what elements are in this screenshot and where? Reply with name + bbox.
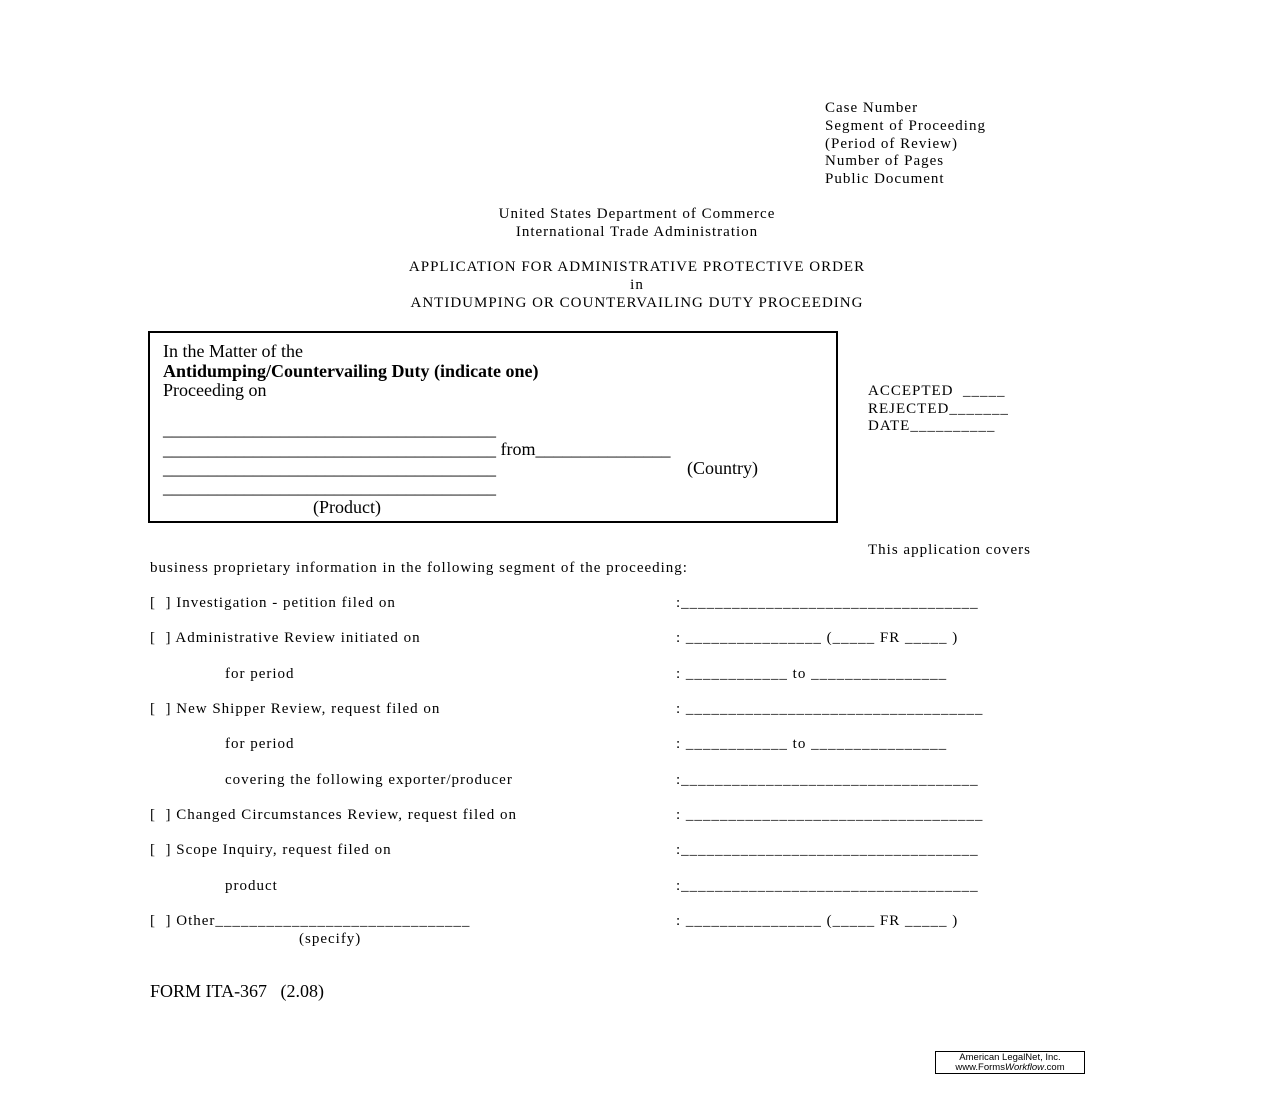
exporter-producer-label: covering the following exporter/producer [225,772,513,788]
logo-line-1: American LegalNet, Inc. [959,1052,1061,1063]
specify-label: (specify) [299,931,362,947]
new-shipper-date-field[interactable]: : ___________________________________ [676,701,984,717]
new-shipper-period-field[interactable]: : ____________ to ________________ [676,736,948,752]
agency-line-2: International Trade Administration [515,224,759,240]
product-blank-1[interactable]: _____________________________________ [163,419,496,439]
form-title-line-2: in [630,277,644,293]
admin-review-date-field[interactable]: : ________________ (_____ FR _____ ) [676,630,959,646]
coverage-line-1: This application covers [868,542,1031,558]
date-field[interactable]: DATE__________ [868,418,996,434]
segment-label: Segment of Proceeding [825,118,986,134]
logo-line-2: www.FormsWorkflow.com [955,1062,1065,1073]
option-changed-circumstances[interactable]: [ ] Changed Circumstances Review, request filed on [150,807,518,823]
country-label: (Country) [687,458,758,478]
changed-circumstances-date-field[interactable]: : ___________________________________ [676,807,984,823]
pages-label: Number of Pages [825,153,945,169]
form-id: FORM ITA-367 (2.08) [150,981,325,1001]
option-new-shipper-review[interactable]: [ ] New Shipper Review, request filed on [150,701,441,717]
period-label: (Period of Review) [825,136,958,152]
accepted-field[interactable]: ACCEPTED _____ [868,383,1006,399]
form-title-line-3: ANTIDUMPING OR COUNTERVAILING DUTY PROCEEDING [410,295,864,311]
matter-line-1: In the Matter of the [163,341,303,361]
matter-box [148,331,838,523]
scope-product-label: product [225,878,278,894]
admin-review-period-label: for period [225,666,295,682]
option-scope-inquiry[interactable]: [ ] Scope Inquiry, request filed on [150,842,392,858]
coverage-line-2: business proprietary information in the following segment of the proceeding: [150,560,688,576]
product-blank-4[interactable]: _____________________________________ [163,477,496,497]
option-other[interactable]: [ ] Other______________________________ [150,913,471,929]
public-document-label: Public Document [825,171,945,187]
option-investigation[interactable]: [ ] Investigation - petition filed on [150,595,396,611]
matter-line-2: Antidumping/Countervailing Duty (indicate one) [163,361,539,381]
other-date-field[interactable]: : ________________ (_____ FR _____ ) [676,913,959,929]
product-label: (Product) [313,497,381,517]
investigation-date-field[interactable]: :___________________________________ [676,595,979,611]
matter-line-3: Proceeding on [163,380,267,400]
exporter-producer-field[interactable]: :___________________________________ [676,772,979,788]
admin-review-period-field[interactable]: : ____________ to ________________ [676,666,948,682]
option-administrative-review[interactable]: [ ] Administrative Review initiated on [150,630,421,646]
scope-inquiry-date-field[interactable]: :___________________________________ [676,842,979,858]
product-blank-3[interactable]: _____________________________________ [163,458,496,478]
agency-line-1: United States Department of Commerce [498,206,776,222]
form-title-line-1: APPLICATION FOR ADMINISTRATIVE PROTECTIVE ORDER [408,259,866,275]
product-country-blank[interactable]: _____________________________________ from_______________ [163,439,671,459]
american-legalnet-logo[interactable] [935,1051,1085,1074]
rejected-field[interactable]: REJECTED_______ [868,401,1009,417]
new-shipper-period-label: for period [225,736,295,752]
scope-product-field[interactable]: :___________________________________ [676,878,979,894]
case-number-label: Case Number [825,100,919,116]
